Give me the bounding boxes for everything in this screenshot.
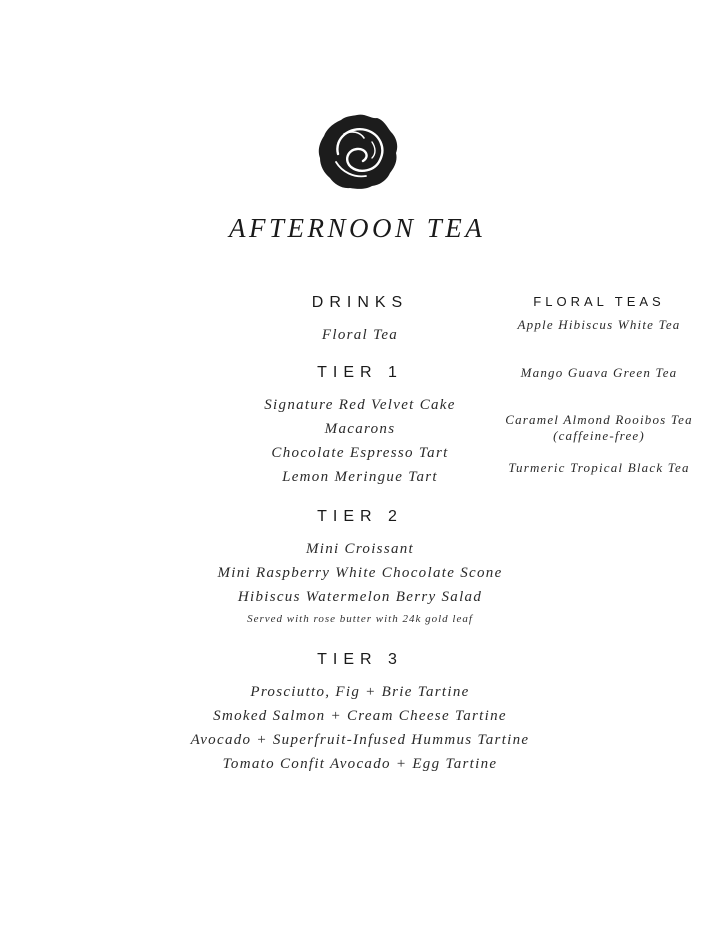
menu-item: Avocado + Superfruit-Infused Hummus Tartine <box>190 732 530 748</box>
menu-item: Lemon Meringue Tart <box>282 469 438 485</box>
tea-item: Apple Hibiscus White Tea <box>517 317 681 332</box>
menu-note: Served with rose butter with 24k gold leaf <box>247 613 473 625</box>
section-heading-tier-1: TIER 1 <box>317 364 403 381</box>
page-title: AFTERNOON TEA <box>229 213 486 243</box>
section-heading-floral-teas: FLORAL TEAS <box>533 294 665 309</box>
menu-item: Mini Raspberry White Chocolate Scone <box>217 565 503 581</box>
menu-item: Smoked Salmon + Cream Cheese Tartine <box>213 708 507 724</box>
menu-item: Macarons <box>324 421 396 437</box>
section-heading-tier-3: TIER 3 <box>317 651 403 668</box>
tea-item: Mango Guava Green Tea <box>520 365 678 380</box>
menu-item: Chocolate Espresso Tart <box>271 445 449 461</box>
menu-item: Signature Red Velvet Cake <box>264 397 456 413</box>
tea-item: Turmeric Tropical Black Tea <box>508 460 690 475</box>
rose-logo-icon <box>314 112 400 192</box>
section-heading-drinks: DRINKS <box>311 294 409 311</box>
menu-item: Tomato Confit Avocado + Egg Tartine <box>222 756 498 772</box>
tea-item: Caramel Almond Rooibos Tea (caffeine-free) <box>505 412 693 443</box>
menu-item: Prosciutto, Fig + Brie Tartine <box>250 684 470 700</box>
section-heading-tier-2: TIER 2 <box>317 508 403 525</box>
menu-item: Floral Tea <box>321 327 399 343</box>
menu-item: Hibiscus Watermelon Berry Salad <box>237 589 483 605</box>
menu-item: Mini Croissant <box>305 541 415 557</box>
